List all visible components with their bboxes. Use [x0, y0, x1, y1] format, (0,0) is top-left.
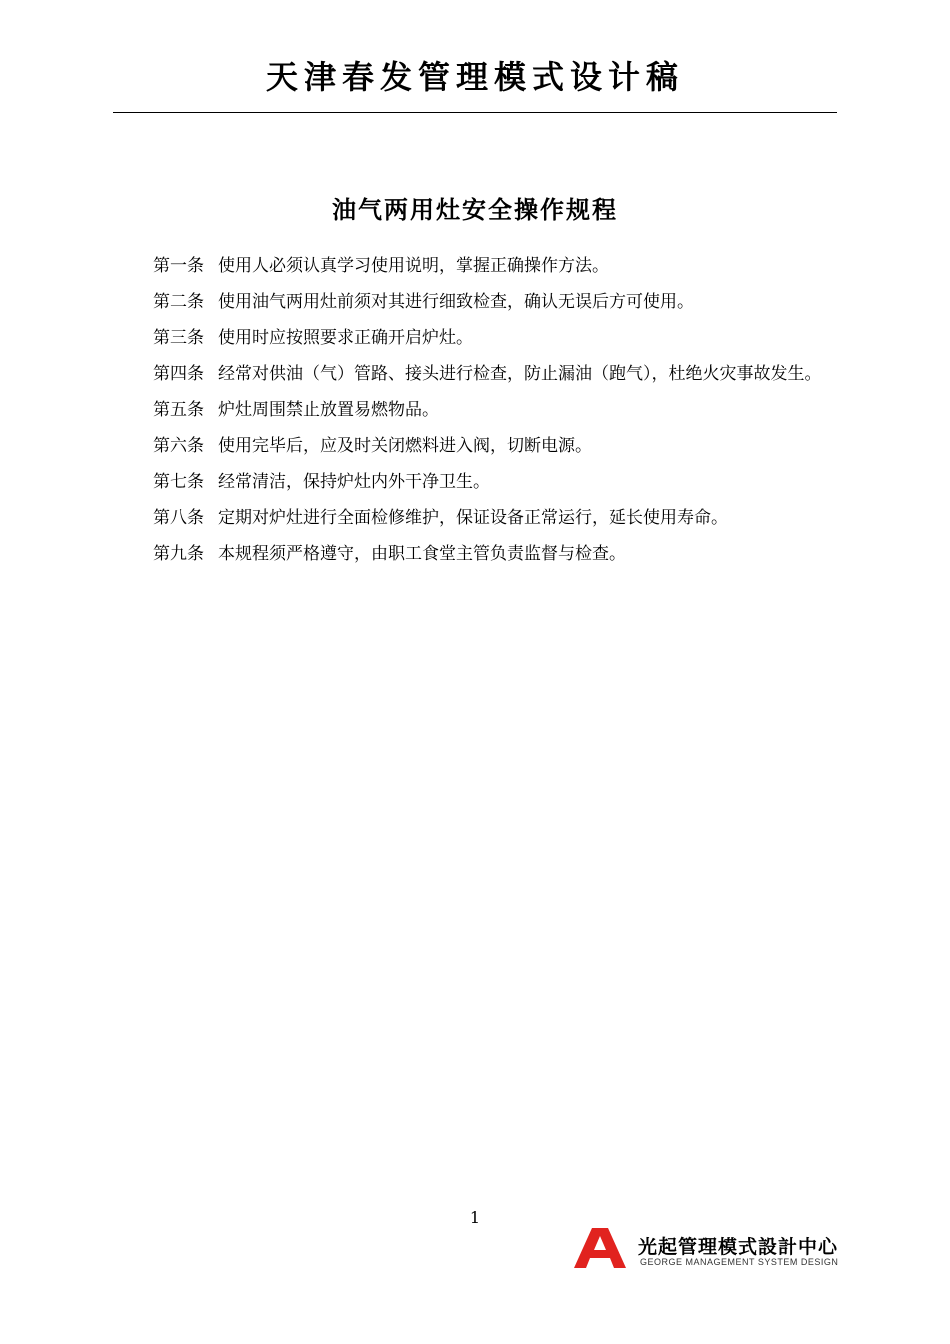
page-number: 1: [469, 1208, 481, 1227]
article-number: 第五条: [153, 400, 204, 420]
article-number: 第九条: [153, 544, 204, 564]
article-text: 炉灶周围禁止放置易燃物品。: [218, 400, 439, 420]
company-logo: [574, 1226, 840, 1272]
article: [113, 392, 837, 428]
document-body: [113, 248, 837, 572]
article: [113, 536, 837, 572]
article: [113, 356, 837, 392]
logo-chinese-name: 光起管理模式設計中心: [638, 1236, 839, 1258]
article-number: 第七条: [153, 472, 204, 492]
header-divider: [113, 112, 837, 113]
header-title: 天津春发管理模式设计稿: [265, 58, 684, 96]
article-text: 定期对炉灶进行全面检修维护，保证设备正常运行，延长使用寿命。: [218, 508, 728, 528]
article-text: 使用油气两用灶前须对其进行细致检查，确认无误后方可使用。: [218, 292, 694, 312]
article-text: 使用完毕后，应及时关闭燃料进入阀，切断电源。: [218, 436, 592, 456]
article: [113, 500, 837, 536]
article-text: 使用时应按照要求正确开启炉灶。: [218, 328, 473, 348]
article: [113, 284, 837, 320]
logo-a-icon: [574, 1228, 626, 1268]
article-text: 使用人必须认真学习使用说明，掌握正确操作方法。: [218, 256, 609, 276]
article: [113, 428, 837, 464]
article-number: 第六条: [153, 436, 204, 456]
article-number: 第四条: [153, 364, 204, 384]
article-number: 第一条: [153, 256, 204, 276]
article: [113, 320, 837, 356]
logo-english-name: GEORGE MANAGEMENT SYSTEM DESIGN: [640, 1257, 839, 1267]
article-number: 第三条: [153, 328, 204, 348]
article-text: 本规程须严格遵守，由职工食堂主管负责监督与检查。: [218, 544, 626, 564]
page-title: 油气两用灶安全操作规程: [332, 195, 618, 224]
article-number: 第八条: [153, 508, 204, 528]
article-number: 第二条: [153, 292, 204, 312]
article: [113, 464, 837, 500]
article-text: 经常对供油（气）管路、接头进行检查，防止漏油（跑气），杜绝火灾事故发生。: [218, 364, 822, 384]
article: [113, 248, 837, 284]
article-text: 经常清洁，保持炉灶内外干净卫生。: [218, 472, 490, 492]
